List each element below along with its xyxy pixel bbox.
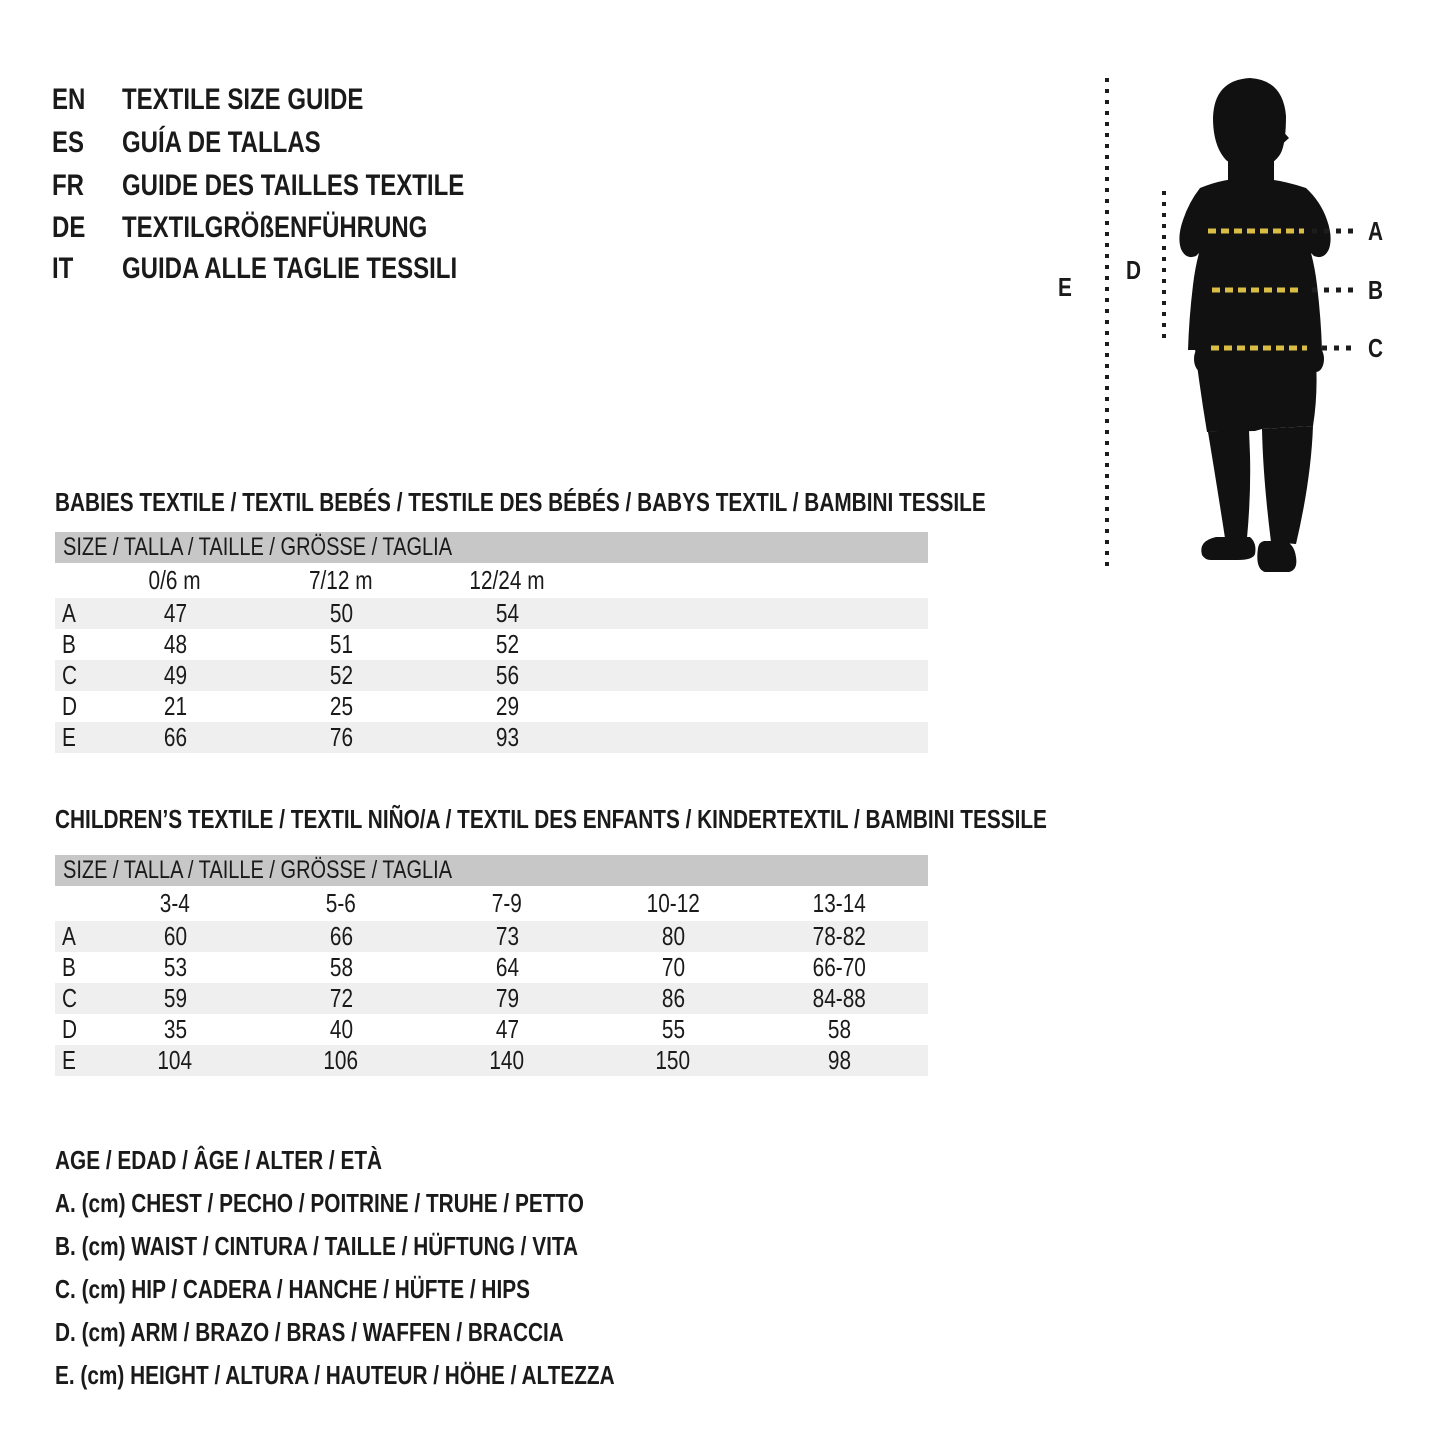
cell-value [100,598,250,629]
cell-value [764,921,914,952]
cell-value-text: 47 [495,1014,519,1044]
table-row [55,1045,928,1076]
column-header [100,563,250,598]
cell-value-text: 104 [157,1045,193,1075]
language-code [52,250,79,288]
language-code [52,81,94,119]
legend-line-text: A. (cm) CHEST / PECHO / POITRINE / TRUHE / PETTO [55,1188,584,1218]
legend-line [55,1229,709,1263]
cell-value-text: 54 [495,598,519,628]
cell-value-text: 80 [661,921,685,951]
cell-value-text: 21 [163,691,187,721]
language-code-text: IT [52,252,74,285]
row-label-text: B [62,629,76,659]
table-row [55,660,928,691]
language-code-text: EN [52,83,86,116]
cell-value-text: 73 [495,921,519,951]
legend-line-text: AGE / EDAD / ÂGE / ALTER / ETÀ [55,1145,383,1175]
cell-value [598,1014,748,1045]
column-header [598,886,748,921]
cell-value-text: 58 [827,1014,851,1044]
cell-value-text: 98 [827,1045,851,1075]
cell-value [764,1014,914,1045]
cell-value-text: 72 [329,983,353,1013]
cell-value [100,952,250,983]
cell-value [100,921,250,952]
cell-value-text: 25 [329,691,353,721]
cell-value [100,983,250,1014]
cell-value [266,952,416,983]
cell-value [100,1014,250,1045]
row-label-text: B [62,952,76,982]
row-label-text: C [62,660,78,690]
column-header-text: 10-12 [646,888,700,918]
table-row [55,598,928,629]
cell-value-text: 55 [661,1014,685,1044]
cell-value [432,952,582,983]
cell-value-text: 150 [655,1045,691,1075]
cell-value [432,1045,582,1076]
row-label-text: D [62,1014,78,1044]
cell-value [432,983,582,1014]
silhouette-right-leg [1262,426,1313,544]
cell-value-text: 40 [329,1014,353,1044]
legend-line-text: D. (cm) ARM / BRAZO / BRAS / WAFFEN / BRACCIA [55,1317,564,1347]
language-title-text: TEXTILGRÖßENFÜHRUNG [122,211,428,244]
cell-value-text: 66 [163,722,187,752]
size-header-text: SIZE / TALLA / TAILLE / GRÖSSE / TAGLIA [63,856,453,884]
cell-value-text: 48 [163,629,187,659]
cell-value [764,1045,914,1076]
column-header-text: 7-9 [491,888,523,918]
cell-value [266,598,416,629]
cell-value-text: 66-70 [812,952,866,982]
column-header [432,563,582,598]
column-header-text: 12/24 m [469,565,545,595]
table-row [55,983,928,1014]
cell-value [764,952,914,983]
babies-section-title: BABIES TEXTILE / TEXTIL BEBÉS / TESTILE DES BÉBÉS / BABYS TEXTIL / BAMBINI TESSILE [55,487,986,517]
legend-line [55,1358,755,1392]
column-header-row [55,886,928,921]
size-header-text: SIZE / TALLA / TAILLE / GRÖSSE / TAGLIA [63,533,453,561]
language-title [122,81,722,119]
cell-value [266,691,416,722]
table-row [55,921,928,952]
column-header [100,886,250,921]
column-header [266,563,416,598]
cell-value-text: 60 [163,921,187,951]
legend-line-text: E. (cm) HEIGHT / ALTURA / HAUTEUR / HÖHE / ALTEZZA [55,1360,615,1390]
column-header-text: 7/12 m [309,565,373,595]
language-title-text: GUÍA DE TALLAS [122,126,321,159]
language-code-text: FR [52,169,84,202]
cell-value [432,598,582,629]
row-label-text: E [62,722,76,752]
language-code [52,124,92,162]
column-header-text: 3-4 [159,888,191,918]
cell-value [598,952,748,983]
cell-value-text: 84-88 [812,983,866,1013]
row-label-text: E [62,1045,76,1075]
language-title-text: GUIDE DES TAILLES TEXTILE [122,169,465,202]
language-code-text: ES [52,126,85,159]
cell-value-text: 66 [329,921,353,951]
cell-value [432,1014,582,1045]
row-label-text: C [62,983,78,1013]
cell-value-text: 86 [661,983,685,1013]
cell-value-text: 58 [329,952,353,982]
column-header-text: 5-6 [325,888,357,918]
cell-value [432,722,582,753]
children-section-title: CHILDREN’S TEXTILE / TEXTIL NIÑO/A / TEXTIL DES ENFANTS / KINDERTEXTIL / BAMBINI TESSILE [55,804,1047,834]
cell-value [266,660,416,691]
column-header [432,886,582,921]
silhouette-head [1213,78,1286,169]
cell-value-text: 59 [163,983,187,1013]
table-row [55,1014,928,1045]
column-header [764,886,914,921]
cell-value-text: 51 [329,629,353,659]
cell-value-text: 52 [495,629,519,659]
cell-value-text: 106 [323,1045,359,1075]
cell-value-text: 53 [163,952,187,982]
cell-value [266,983,416,1014]
language-title-text: TEXTILE SIZE GUIDE [122,83,364,116]
cell-value-text: 29 [495,691,519,721]
table-row [55,691,928,722]
cell-value [764,983,914,1014]
label-e: E [1058,272,1072,302]
silhouette-shorts [1195,349,1317,432]
cell-value-text: 140 [489,1045,525,1075]
cell-value-text: 50 [329,598,353,628]
silhouette-left-leg [1208,430,1250,538]
cell-value [266,722,416,753]
label-a: A [1368,216,1384,246]
cell-value [266,921,416,952]
cell-value-text: 78-82 [812,921,866,951]
column-header-text: 0/6 m [148,565,202,595]
cell-value-text: 47 [163,598,187,628]
children-size-table [55,855,928,1077]
cell-value [432,921,582,952]
cell-value [432,691,582,722]
size-header-bar [55,855,928,886]
legend-line [55,1315,691,1349]
language-title [122,124,722,162]
cell-value [100,691,250,722]
cell-value [100,1045,250,1076]
cell-value-text: 49 [163,660,187,690]
cell-value-text: 52 [329,660,353,690]
cell-value-text: 64 [495,952,519,982]
cell-value [100,722,250,753]
column-header-row [55,563,928,598]
language-title [122,167,722,205]
table-row [55,629,928,660]
legend-line [55,1186,716,1220]
row-label-text: A [62,598,76,628]
label-c: C [1368,333,1384,363]
cell-value [598,1045,748,1076]
silhouette-torso [1179,178,1330,350]
legend-line [55,1272,649,1306]
cell-value-text: 56 [495,660,519,690]
cell-value [100,629,250,660]
cell-value [100,660,250,691]
language-title [122,209,722,247]
silhouette-left-shoe [1201,537,1255,560]
legend-line-text: B. (cm) WAIST / CINTURA / TAILLE / HÜFTUNG / VITA [55,1231,579,1261]
cell-value-text: 79 [495,983,519,1013]
silhouette-right-shoe [1257,541,1296,572]
legend-line [55,1143,464,1177]
table-row [55,952,928,983]
language-title-text: GUIDA ALLE TAGLIE TESSILI [122,252,458,285]
cell-value [266,1014,416,1045]
column-header-text: 13-14 [812,888,866,918]
column-header [266,886,416,921]
cell-value [432,660,582,691]
language-code [52,209,94,247]
row-label-text: D [62,691,78,721]
cell-value-text: 70 [661,952,685,982]
label-d: D [1126,255,1142,285]
language-code [52,167,92,205]
table-row [55,722,928,753]
language-title [122,250,722,288]
cell-value-text: 93 [495,722,519,752]
legend-line-text: C. (cm) HIP / CADERA / HANCHE / HÜFTE / HIPS [55,1274,530,1304]
cell-value [598,983,748,1014]
cell-value [266,1045,416,1076]
cell-value-text: 35 [163,1014,187,1044]
babies-size-table [55,532,928,754]
language-code-text: DE [52,211,86,244]
row-label-text: A [62,921,76,951]
cell-value [266,629,416,660]
cell-value [432,629,582,660]
label-b: B [1368,275,1384,305]
size-header-bar [55,532,928,563]
cell-value [598,921,748,952]
cell-value-text: 76 [329,722,353,752]
